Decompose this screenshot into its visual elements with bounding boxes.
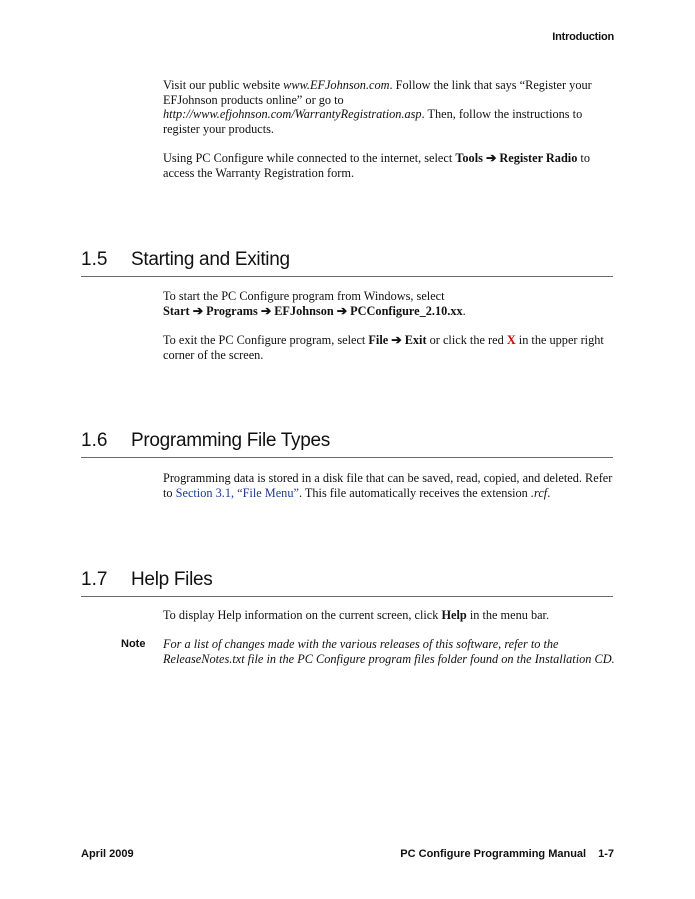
file-types-paragraph: Programming data is stored in a disk file that can be saved, read, copied, and deleted. Refer to Section 3.1, “File Menu”. This file automatically receives the extension .rcf.	[163, 471, 613, 500]
footer-manual-title: PC Configure Programming Manual	[400, 848, 587, 860]
menu-help: Help	[441, 608, 467, 622]
menu-register-radio: Register Radio	[499, 151, 578, 165]
section-number: 1.7	[81, 569, 108, 590]
red-x-glyph: X	[506, 333, 516, 347]
note-text: For a list of changes made with the various releases of this software, refer to the ReleaseNotes.txt file in the PC Configure program files folder found on the Installation CD.	[163, 637, 615, 666]
starting-paragraph: To start the PC Configure program from Windows, select Start ➔ Programs ➔ EFJohnson ➔ PCConfigure_2.10.xx.	[163, 289, 466, 318]
program-name: PCConfigure_2.10.xx	[350, 303, 463, 318]
section-title: Programming File Types	[131, 430, 330, 451]
note-label: Note	[121, 638, 146, 650]
section-heading-1-7	[81, 570, 613, 597]
footer-page-number: 1-7	[598, 848, 614, 860]
section-heading-1-6	[81, 431, 613, 458]
footer-right	[400, 848, 614, 860]
help-paragraph: To display Help information on the current screen, click Help in the menu bar.	[163, 608, 550, 622]
exiting-paragraph: To exit the PC Configure program, select File ➔ Exit or click the red X in the upper right corner of the screen.	[163, 333, 604, 362]
file-extension: .rcf	[530, 485, 548, 500]
section-heading-1-5	[81, 250, 613, 277]
section-number: 1.6	[81, 430, 108, 451]
section-3-1-link[interactable]: Section 3.1, “File Menu”	[175, 485, 299, 500]
website-name: www.EFJohnson.com	[283, 78, 390, 92]
intro-paragraph-2: Using PC Configure while connected to the internet, select Tools ➔ Register Radio to access the Warranty Registration form.	[163, 151, 590, 180]
section-title: Help Files	[131, 569, 213, 590]
running-header: Introduction	[552, 31, 614, 43]
registration-url: http://www.efjohnson.com/WarrantyRegistration.asp	[163, 107, 422, 122]
section-number: 1.5	[81, 249, 108, 270]
section-title: Starting and Exiting	[131, 249, 290, 270]
footer-date: April 2009	[81, 848, 134, 860]
intro-paragraph-1: Visit our public website www.EFJohnson.com. Follow the link that says “Register your EFJohnson products online” or go to http://www.efjohnson.com/WarrantyRegistration.asp. Then, follow the instructions to register your products.	[163, 78, 592, 136]
menu-tools: Tools	[455, 151, 483, 165]
